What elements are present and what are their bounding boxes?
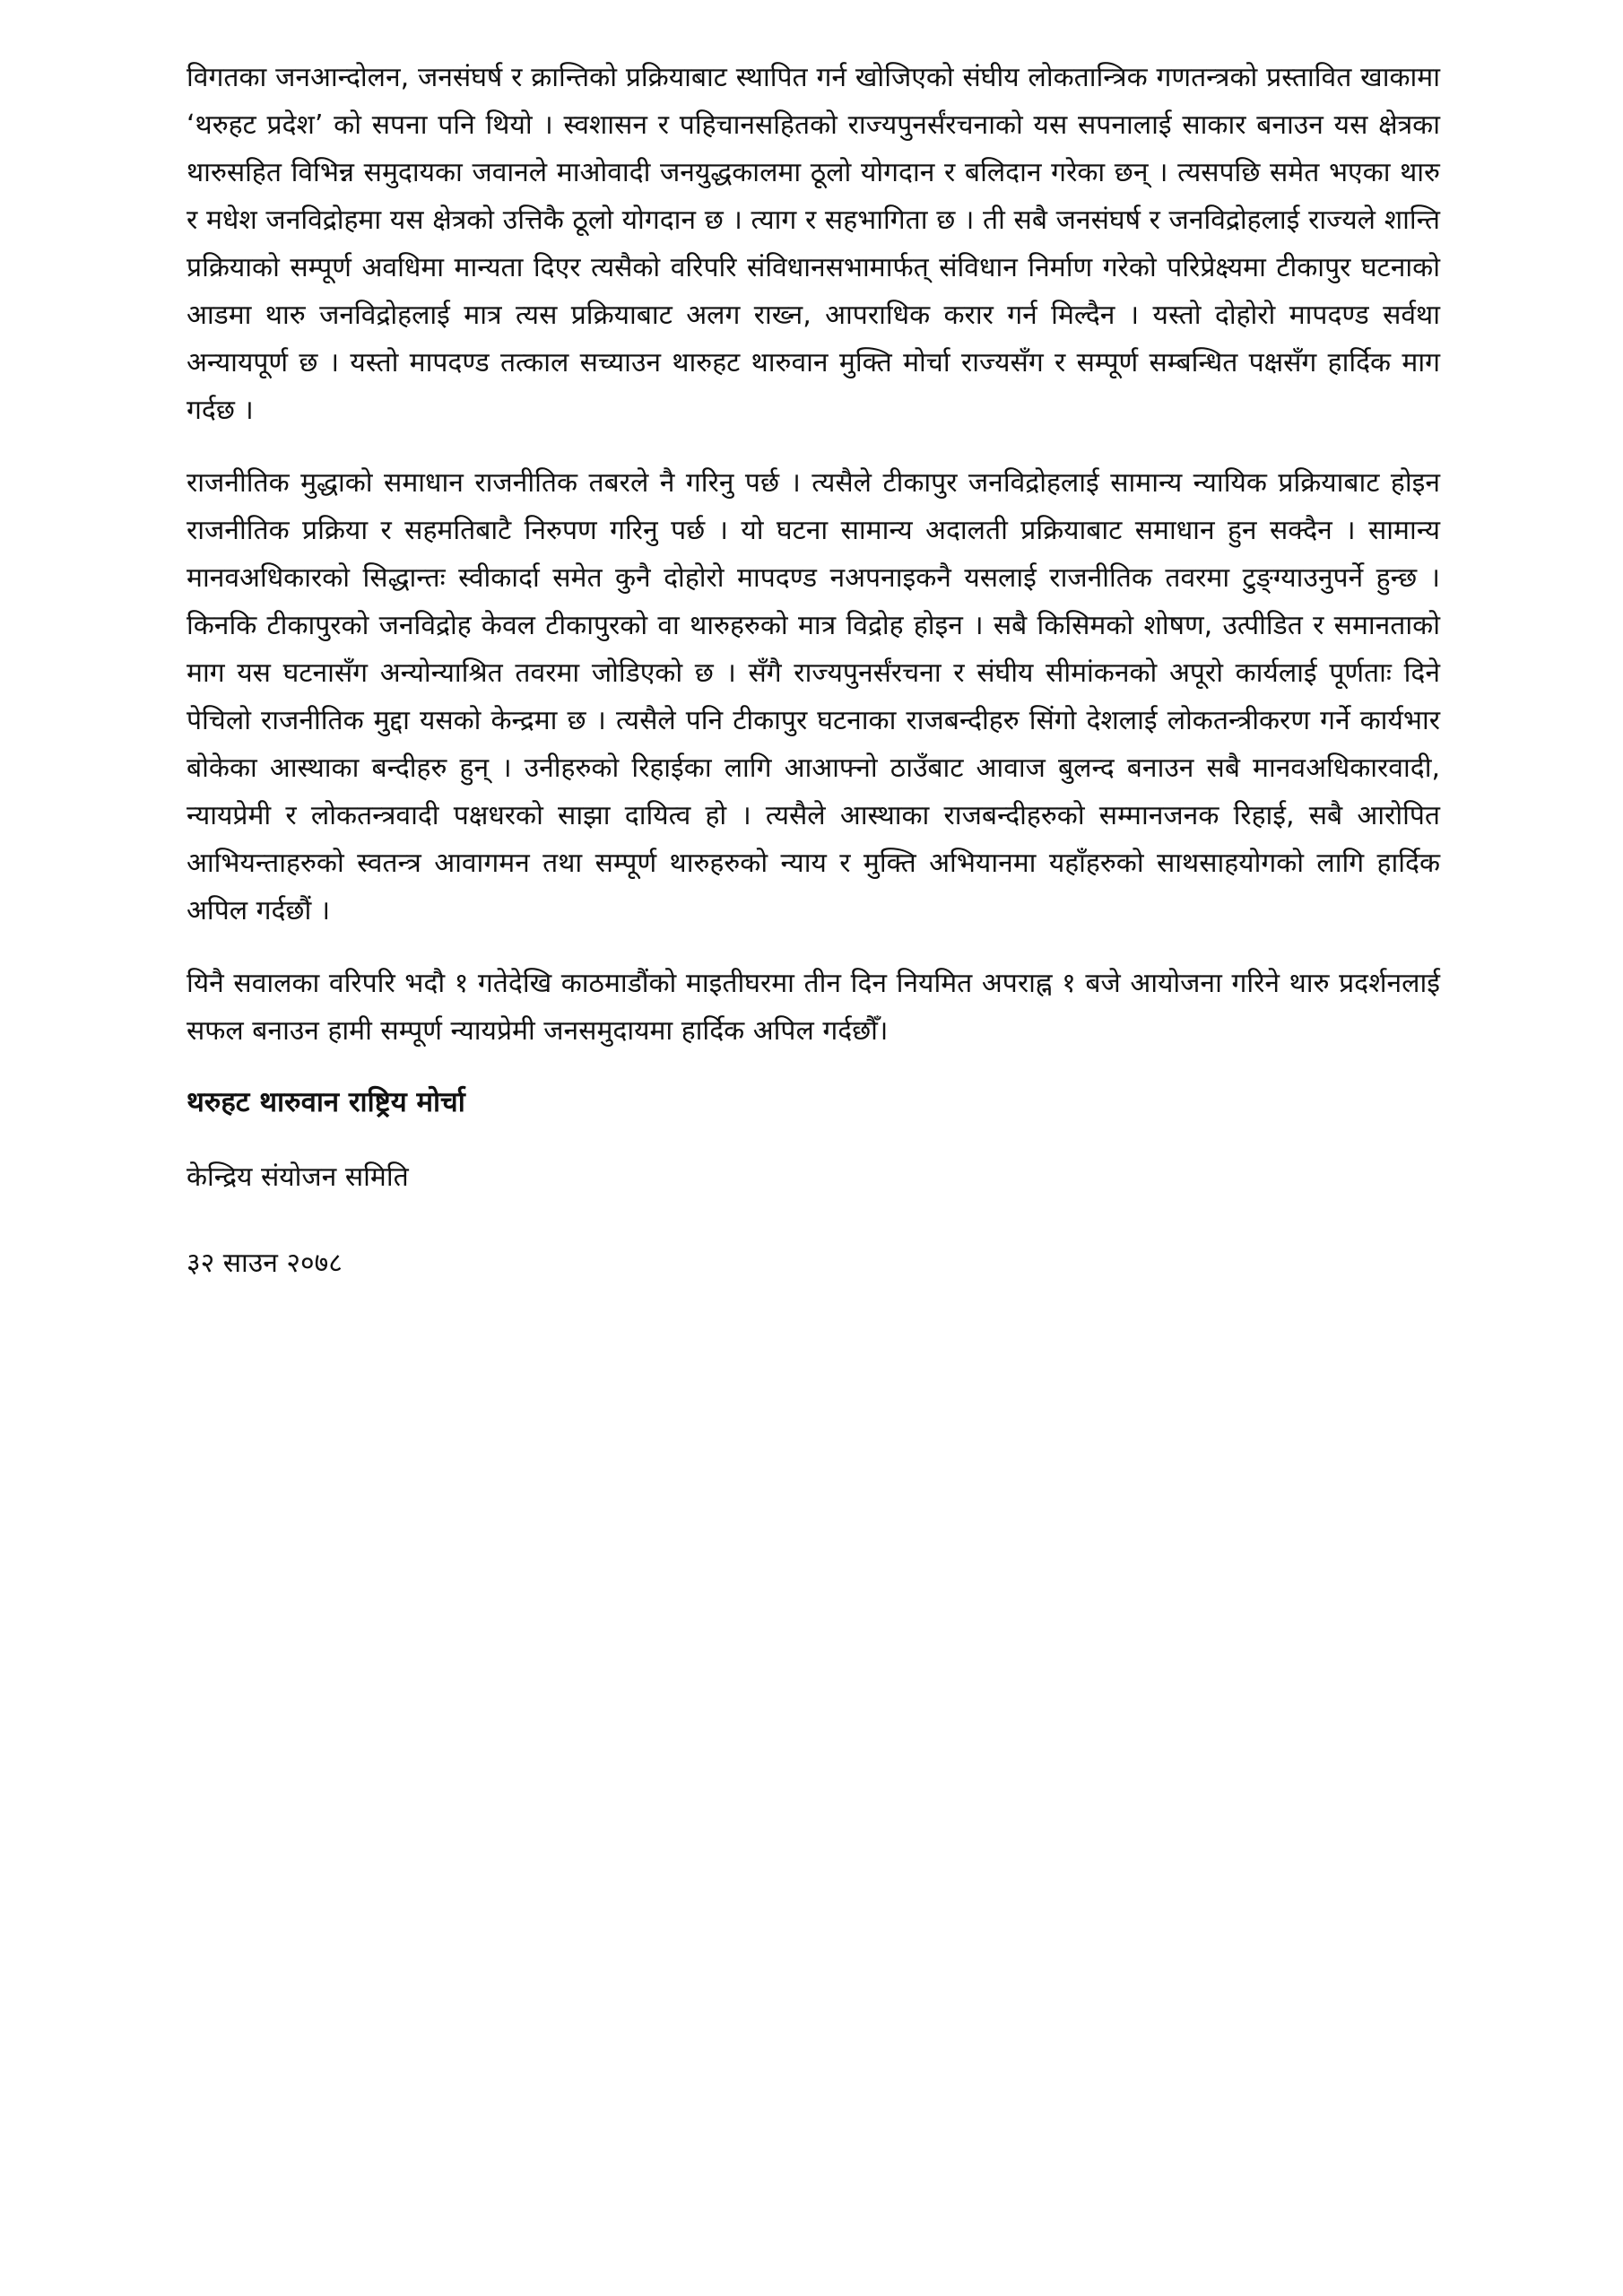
- paragraph-1: विगतका जनआन्दोलन, जनसंघर्ष र क्रान्तिको प्रक्रियाबाट स्थापित गर्न खोजिएको संघीय लोकतान्त्रिक गणतन्त्रको प्रस्तावित खाकामा ‘थरुहट प्रदेश’ को सपना पनि थियो । स्वशासन र पहिचानसहितको राज्यपुनर्संरचनाको यस सपनालाई साकार बनाउन यस क्षेत्रका थारुसहित विभिन्न समुदायका जवानले माओवादी जनयुद्धकालमा ठूलो योगदान र बलिदान गरेका छन् । त्यसपछि समेत भएका थारु र मधेश जनविद्रोहमा यस क्षेत्रको उत्तिकै ठूलो योगदान छ । त्याग र सहभागिता छ । ती सबै जनसंघर्ष र जनविद्रोहलाई राज्यले शान्ति प्रक्रियाको सम्पूर्ण अवधिमा मान्यता दिएर त्यसैको वरिपरि संविधानसभामार्फत् संविधान निर्माण गरेको परिप्रेक्ष्यमा टीकापुर घटनाको आडमा थारु जनविद्रोहलाई मात्र त्यस प्रक्रियाबाट अलग राख्न, आपराधिक करार गर्न मिल्दैन । यस्तो दोहोरो मापदण्ड सर्वथा अन्यायपूर्ण छ । यस्तो मापदण्ड तत्काल सच्याउन थारुहट थारुवान मुक्ति मोर्चा राज्यसँग र सम्पूर्ण सम्बन्धित पक्षसँग हार्दिक माग गर्दछ ।: [187, 62, 1440, 426]
- paragraph-3: यिनै सवालका वरिपरि भदौ १ गतेदेखि काठमाडौंको माइतीघरमा तीन दिन नियमित अपराह्न १ बजे आयोजना गरिने थारु प्रदर्शनलाई सफल बनाउन हामी सम्पूर्ण न्यायप्रेमी जनसमुदायमा हार्दिक अपिल गर्दछौँ।: [187, 968, 1440, 1047]
- organization-name: थरुहट थारुवान राष्ट्रिय मोर्चा: [187, 1086, 465, 1118]
- paragraph-2: राजनीतिक मुद्धाको समाधान राजनीतिक तबरले नै गरिनु पर्छ । त्यसैले टीकापुर जनविद्रोहलाई सामान्य न्यायिक प्रक्रियाबाट होइन राजनीतिक प्रक्रिया र सहमतिबाटै निरुपण गरिनु पर्छ । यो घटना सामान्य अदालती प्रक्रियाबाट समाधान हुन सक्दैन । सामान्य मानवअधिकारको सिद्धान्तः स्वीकार्दा समेत कुनै दोहोरो मापदण्ड नअपनाइकनै यसलाई राजनीतिक तवरमा टुङ्ग्याउनुपर्ने हुन्छ । किनकि टीकापुरको जनविद्रोह केवल टीकापुरको वा थारुहरुको मात्र विद्रोह होइन । सबै किसिमको शोषण, उत्पीडित र समानताको माग यस घटनासँग अन्योन्याश्रित तवरमा जोडिएको छ । सँगै राज्यपुनर्संरचना र संघीय सीमांकनको अपूरो कार्यलाई पूर्णताः दिने पेचिलो राजनीतिक मुद्दा यसको केन्द्रमा छ । त्यसैले पनि टीकापुर घटनाका राजबन्दीहरु सिंगो देशलाई लोकतन्त्रीकरण गर्ने कार्यभार बोकेका आस्थाका बन्दीहरु हुन् । उनीहरुको रिहाईका लागि आआफ्नो ठाउँबाट आवाज बुलन्द बनाउन सबै मानवअधिकारवादी, न्यायप्रेमी र लोकतन्त्रवादी पक्षधरको साझा दायित्व हो । त्यसैले आस्थाका राजबन्दीहरुको सम्मानजनक रिहाई, सबै आरोपित आभियन्ताहरुको स्वतन्त्र आवागमन तथा सम्पूर्ण थारुहरुको न्याय र मुक्ति अभियानमा यहाँहरुको साथसाहयोगको लागि हार्दिक अपिल गर्दछौं ।: [187, 467, 1440, 926]
- document-body: [187, 54, 1440, 1286]
- committee-name: केन्द्रिय संयोजन समिति: [187, 1161, 409, 1193]
- document-date: ३२ साउन २०७८: [187, 1248, 343, 1279]
